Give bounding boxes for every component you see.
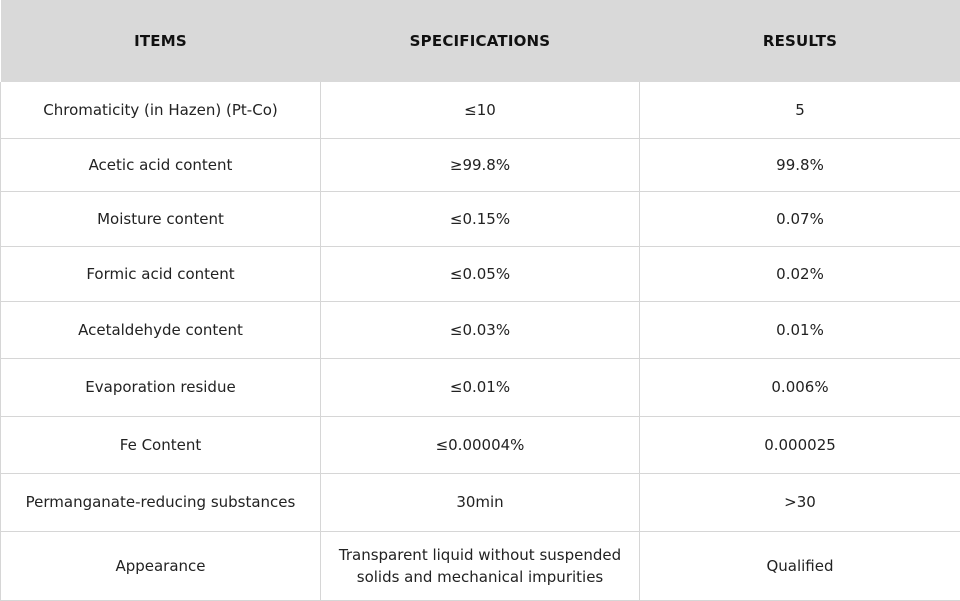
specification-cell: Transparent liquid without suspended solids and mechanical impurities (321, 531, 640, 600)
specification-cell: ≤0.03% (321, 301, 640, 358)
table-row (1, 138, 960, 191)
item-cell: Appearance (1, 531, 321, 600)
specification-cell: 30min (321, 473, 640, 531)
item-cell: Fe Content (1, 416, 321, 473)
specification-cell: ≤0.00004% (321, 416, 640, 473)
result-cell: 0.07% (640, 191, 960, 246)
result-cell: 0.01% (640, 301, 960, 358)
item-cell: Moisture content (1, 191, 321, 246)
specification-cell: ≤0.01% (321, 358, 640, 416)
item-cell: Acetaldehyde content (1, 301, 321, 358)
result-cell: 0.02% (640, 246, 960, 301)
result-cell: 5 (640, 82, 960, 138)
header-row (1, 0, 960, 82)
table-header (1, 0, 960, 82)
specification-cell: ≤0.15% (321, 191, 640, 246)
table-row (1, 191, 960, 246)
item-cell: Evaporation residue (1, 358, 321, 416)
table-row (1, 358, 960, 416)
result-cell: 0.000025 (640, 416, 960, 473)
table-row (1, 531, 960, 600)
table-row (1, 416, 960, 473)
item-cell: Permanganate-reducing substances (1, 473, 321, 531)
header-specifications: SPECIFICATIONS (321, 0, 640, 82)
result-cell: 99.8% (640, 138, 960, 191)
result-cell: >30 (640, 473, 960, 531)
specification-cell: ≤0.05% (321, 246, 640, 301)
table-row (1, 82, 960, 138)
specification-cell: ≥99.8% (321, 138, 640, 191)
specification-cell: ≤10 (321, 82, 640, 138)
item-cell: Chromaticity (in Hazen) (Pt-Co) (1, 82, 321, 138)
header-results: RESULTS (640, 0, 960, 82)
table-row (1, 473, 960, 531)
item-cell: Formic acid content (1, 246, 321, 301)
item-cell: Acetic acid content (1, 138, 321, 191)
result-cell: 0.006% (640, 358, 960, 416)
table-row (1, 246, 960, 301)
header-items: ITEMS (1, 0, 321, 82)
table-body (1, 82, 960, 600)
table-row (1, 301, 960, 358)
result-cell: Qualified (640, 531, 960, 600)
